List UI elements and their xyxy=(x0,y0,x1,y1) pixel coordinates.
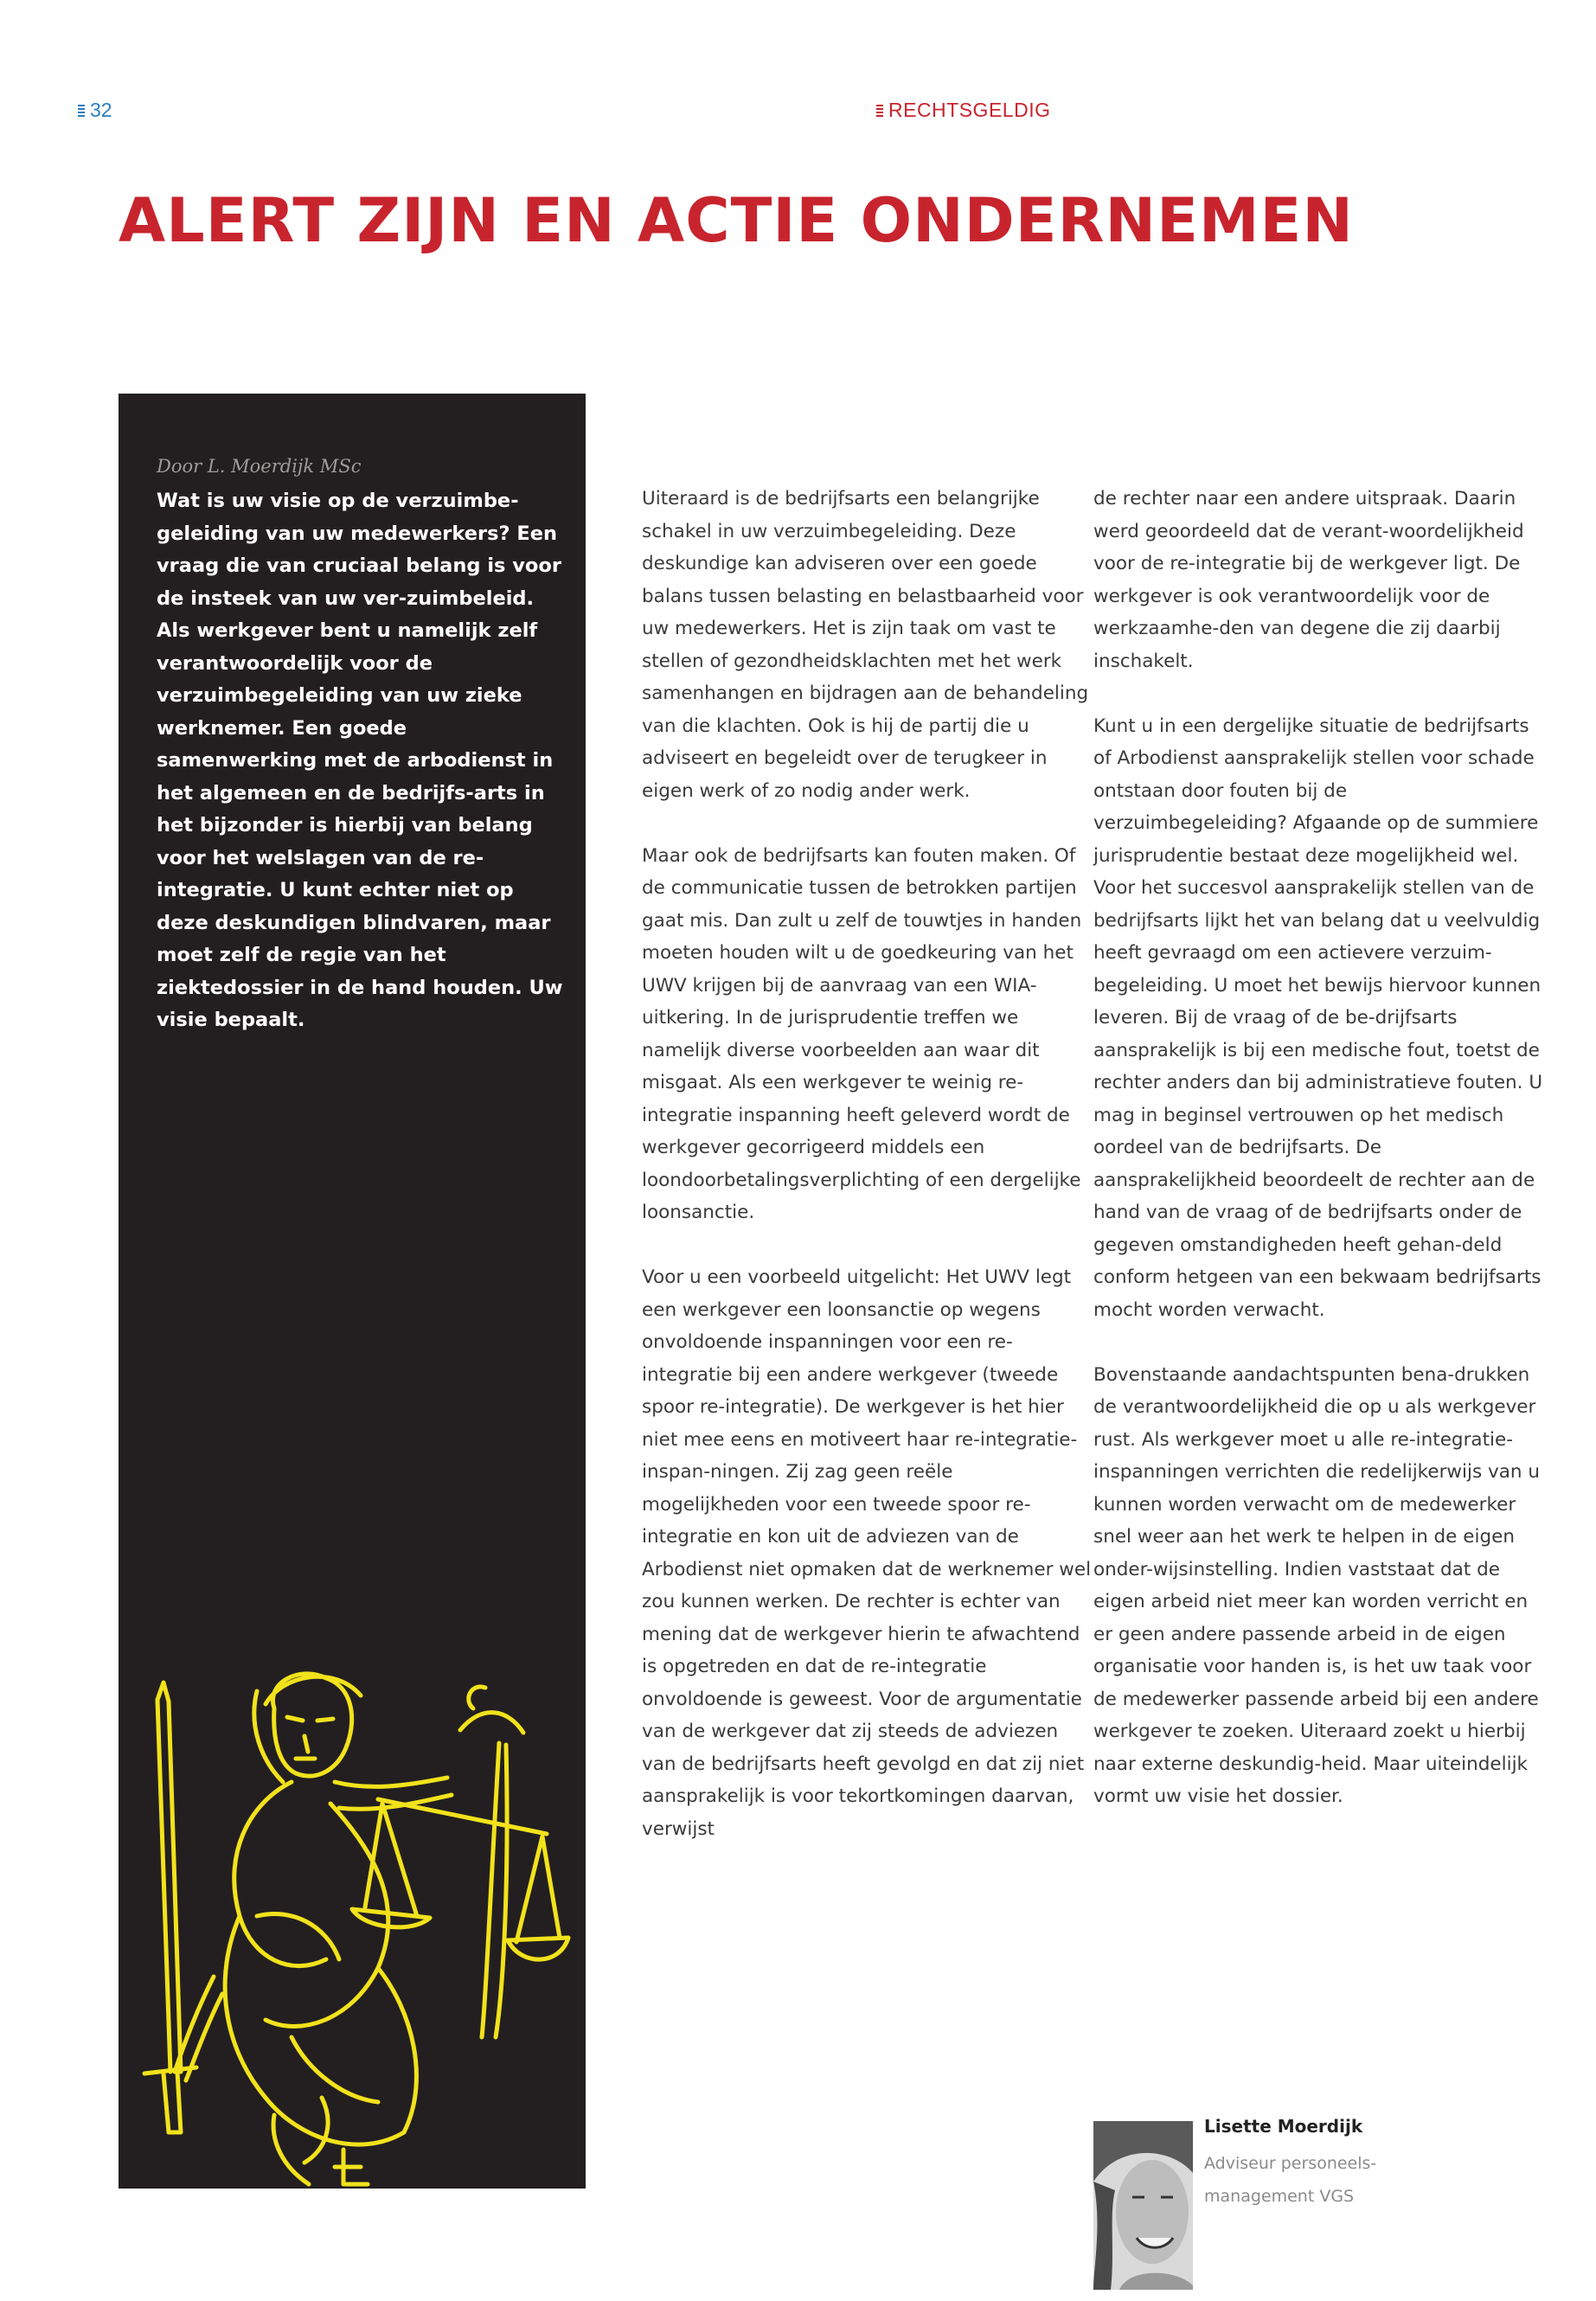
intro-text: Wat is uw visie op de verzuimbe-geleiding van uw medewerkers? Een vraag die van cruciaal belang is voor de insteek van uw ver-zuimbeleid. Als werkgever bent u namelijk zelf verantwoordelijk voor de verzuimbegeleiding van uw zieke werknemer. Een goede samenwerking met de arbodienst in het algemeen en de bedrijfs-arts in het bijzonder is hierbij van belang voor het welslagen van de re-integratie. U kunt echter niet op deze deskundigen blindvaren, maar moet zelf de regie van het ziektedossier in de hand houden. Uw visie bepaalt. xyxy=(157,490,563,1031)
intro-sidebar xyxy=(119,394,586,2189)
article-column-2 xyxy=(1093,483,1543,1845)
paragraph: Voor u een voorbeeld uitgelicht: Het UWV legt een werkgever een loonsanctie op wegens onvoldoende inspanningen voor een re-integratie bij een andere werkgever (tweede spoor re-integratie). De werkgever is het hier niet mee eens en motiveert haar re-integratie-inspan-ningen. Zij zag geen reële mogelijkheden voor een tweede spoor re-integratie en kon uit de adviezen van de Arbodienst niet opmaken dat de werknemer wel zou kunnen werken. De rechter is echter van mening dat de werkgever hierin te afwachtend is opgetreden en dat de re-integratie onvoldoende is geweest. Voor de argumentatie van de werkgever dat zij steeds de adviezen van de bedrijfsarts heeft gevolgd en dat zij niet aansprakelijk is voor tekortkomingen daarvan, verwijst xyxy=(642,1266,1092,1840)
author-role: Adviseur personeels-management VGS xyxy=(1204,2154,1377,2206)
lady-justice-illustration xyxy=(119,1631,586,2189)
paragraph: Uiteraard is de bedrijfsarts een belangrijke schakel in uw verzuimbegeleiding. Deze deskundige kan adviseren over een goede balans tussen belasting en belastbaarheid voor uw medewerkers. Het is zijn taak om vast te stellen of gezondheidsklachten met het werk samenhangen en bijdragen aan de behandeling van die klachten. Ook is hij de partij die u adviseert en begeleidt over de terugkeer in eigen werk of zo nodig ander werk. xyxy=(642,488,1089,802)
author-portrait-icon xyxy=(1093,2121,1193,2290)
paragraph: de rechter naar een andere uitspraak. Daarin werd geoordeeld dat de verant-woordelijkheid voor de re-integratie bij de werkgever ligt. De werkgever is ook verantwoordelijk voor de werkzaamhe-den van degene die zij daarbij inschakelt. xyxy=(1093,488,1524,672)
paragraph: Kunt u in een dergelijke situatie de bedrijfsarts of Arbodienst aansprakelijk stellen voor schade ontstaan door fouten bij de verzuimbegeleiding? Afgaande op de summiere jurisprudentie bestaat deze mogelijkheid wel. Voor het succesvol aansprakelijk stellen van de bedrijfsarts lijkt het van belang dat u veelvuldig heeft gevraagd om een actievere verzuim-begeleiding. U moet het bewijs hiervoor kunnen leveren. Bij de vraag of de be-drijfsarts aansprakelijk is bij een medische fout, toetst de rechter anders dan bij administratieve fouten. U mag in beginsel vertrouwen op het medisch oordeel van de bedrijfsarts. De aansprakelijkheid beoordeelt de rechter aan de hand van de vraag of de bedrijfsarts onder de gegeven omstandigheden heeft gehan-deld conform hetgeen van een bekwaam bedrijfsarts mocht worden verwacht. xyxy=(1093,715,1543,1321)
section-label xyxy=(876,99,1050,122)
author-photo xyxy=(1093,2121,1193,2290)
page-number xyxy=(78,99,112,122)
article-title: ALERT ZIJN EN ACTIE ONDERNEMEN xyxy=(119,185,1354,256)
author-name: Lisette Moerdijk xyxy=(1204,2116,1363,2137)
byline: Door L. Moerdijk MSc xyxy=(157,456,362,477)
article-column-1 xyxy=(642,483,1092,1878)
paragraph: Maar ook de bedrijfsarts kan fouten maken. Of de communicatie tussen de betrokken partijen gaat mis. Dan zult u zelf de touwtjes in handen moeten houden wilt u de goedkeuring van het UWV krijgen bij de aanvraag van een WIA-uitkering. In de jurisprudentie treffen we namelijk diverse voorbeelden aan waar dit misgaat. Als een werkgever te weinig re-integratie inspanning heeft geleverd wordt de werkgever gecorrigeerd middels een loondoorbetalingsverplichting of een dergelijke loonsanctie. xyxy=(642,844,1082,1223)
paragraph: Bovenstaande aandachtspunten bena-drukken de verantwoordelijkheid die op u als werkgever rust. Als werkgever moet u alle re-integratie-inspanningen verrichten die redelijkerwijs van u kunnen worden verwacht om de medewerker snel weer aan het werk te helpen in de eigen onder-wijsinstelling. Indien vaststaat dat de eigen arbeid niet meer kan worden verricht en er geen andere passende arbeid in de eigen organisatie voor handen is, is het uw taak voor de medewerker passende arbeid bij een andere werkgever te zoeken. Uiteraard zoekt u hierbij naar externe deskundig-heid. Maar uiteindelijk vormt uw visie het dossier. xyxy=(1093,1363,1540,1807)
page-number-text: 32 xyxy=(90,99,112,121)
bars-icon xyxy=(876,105,883,117)
section-label-text: RECHTSGELDIG xyxy=(888,99,1051,121)
bars-icon xyxy=(78,105,85,117)
